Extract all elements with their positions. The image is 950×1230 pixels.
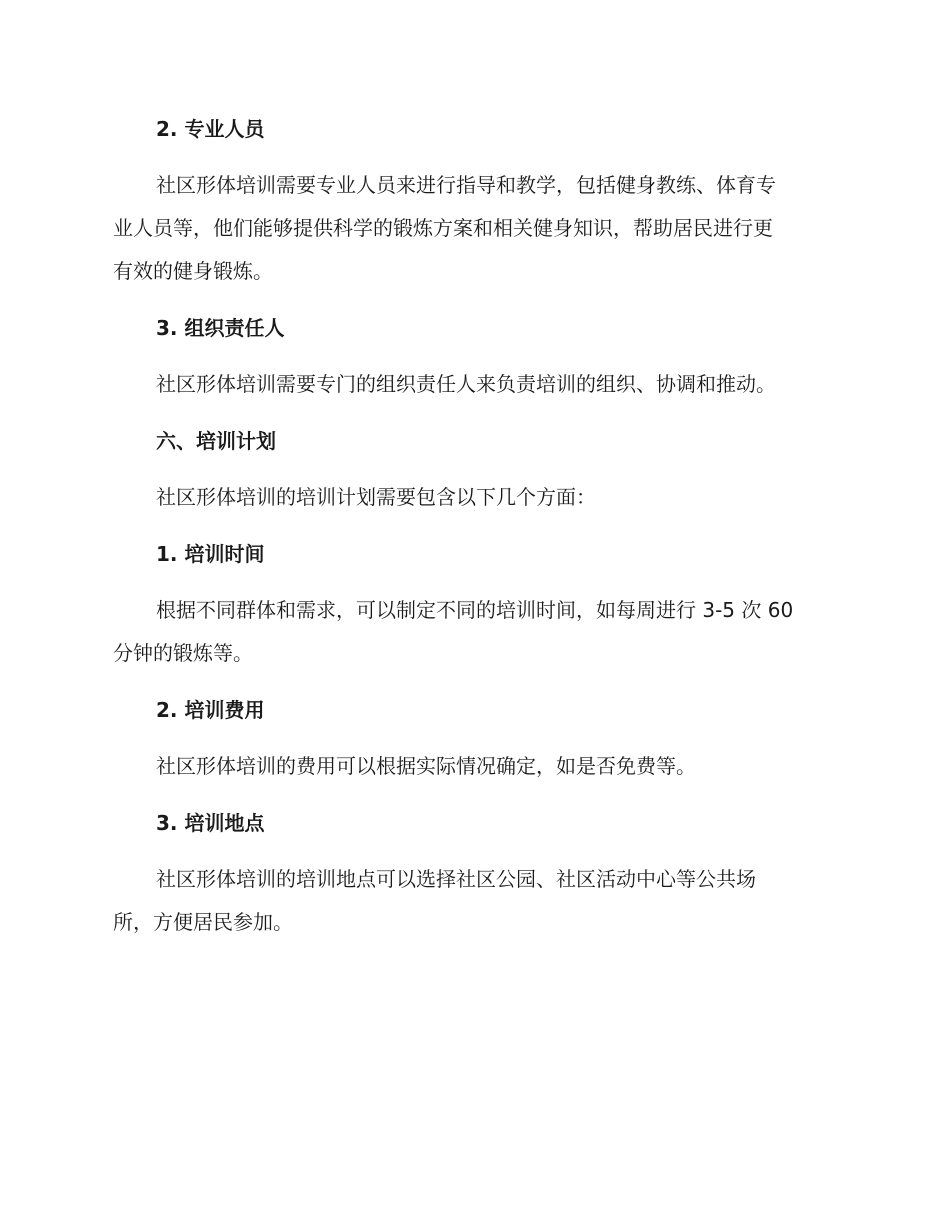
paragraph (113, 858, 835, 944)
text-line: 社区形体培训需要专门的组织责任人来负责培训的组织、协调和推动。 (156, 372, 776, 396)
text-line: 社区形体培训的培训地点可以选择社区公园、社区活动中心等公共场 (156, 867, 756, 891)
document-page (113, 113, 835, 963)
chapter-heading: 六、培训计划 (156, 429, 276, 453)
section-heading: 2. 培训费用 (156, 698, 265, 722)
text-line: 业人员等，他们能够提供科学的锻炼方案和相关健身知识，帮助居民进行更 (113, 216, 773, 240)
text-line: 社区形体培训的培训计划需要包含以下几个方面： (156, 485, 596, 509)
text-line: 分钟的锻炼等。 (113, 641, 253, 665)
section-heading: 3. 培训地点 (156, 811, 265, 835)
paragraph (113, 363, 835, 406)
paragraph (113, 589, 835, 675)
text-line: 所，方便居民参加。 (113, 910, 293, 934)
section-heading: 1. 培训时间 (156, 542, 265, 566)
text-line: 根据不同群体和需求，可以制定不同的培训时间，如每周进行 3-5 次 60 (156, 598, 794, 622)
paragraph (113, 745, 835, 788)
text-line: 有效的健身锻炼。 (113, 259, 273, 283)
paragraph (113, 164, 835, 293)
section-heading: 3. 组织责任人 (156, 316, 285, 340)
text-line: 社区形体培训的费用可以根据实际情况确定，如是否免费等。 (156, 754, 696, 778)
section-heading: 2. 专业人员 (156, 117, 265, 141)
text-line: 社区形体培训需要专业人员来进行指导和教学，包括健身教练、体育专 (156, 173, 776, 197)
paragraph (113, 476, 835, 519)
